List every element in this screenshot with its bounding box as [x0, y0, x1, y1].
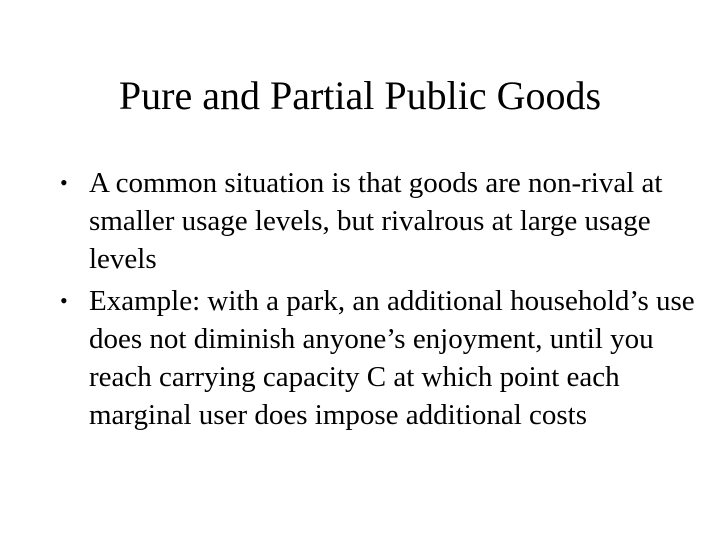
bullet-text: A common situation is that goods are non-rival at smaller usage levels, but rivalrous at large usage levels	[89, 167, 663, 275]
bullet-text: Example: with a park, an additional household’s use does not diminish anyone’s enjoyment, until you reach carrying capacity C at which point each marginal user does impose additional costs	[89, 285, 695, 431]
bullet-list	[60, 164, 700, 438]
bullet-item	[60, 282, 700, 434]
bullet-item	[60, 164, 700, 278]
slide-title: Pure and Partial Public Goods	[118, 73, 602, 118]
bullet-icon: •	[60, 170, 68, 195]
bullet-icon: •	[60, 288, 68, 313]
